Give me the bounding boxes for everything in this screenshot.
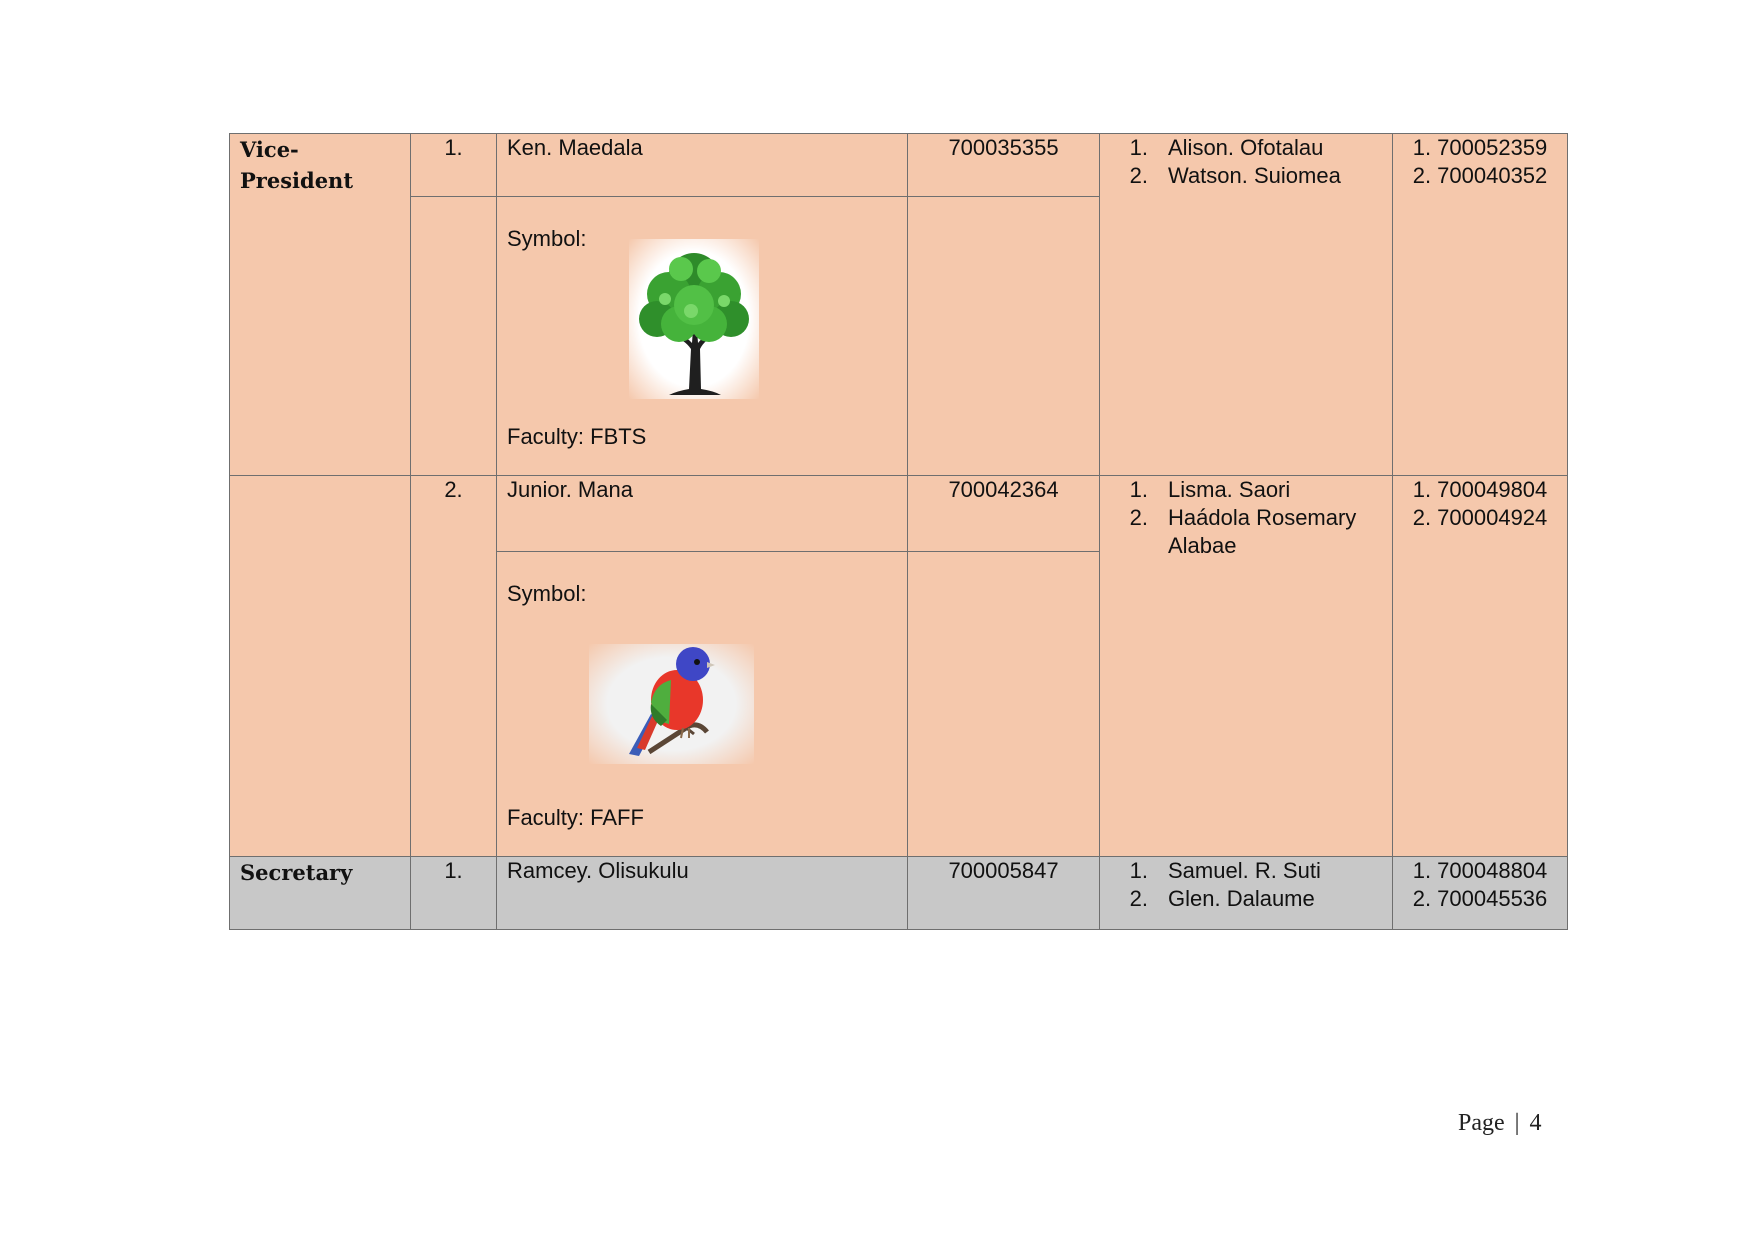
candidate-id: 700005847 — [908, 857, 1100, 930]
table-row — [230, 857, 1568, 930]
list-item: 2. Glen. Dalaume — [1110, 885, 1382, 913]
nominator-id: 1. 700052359 — [1412, 135, 1548, 160]
list-item: 2. Watson. Suiomea — [1110, 162, 1382, 190]
candidate-id: 700035355 — [908, 134, 1100, 197]
candidate-id: 700042364 — [908, 476, 1100, 552]
page-separator: | — [1514, 1110, 1520, 1136]
faculty-label: Faculty: FBTS — [507, 424, 647, 449]
candidate-name: Ramcey. Olisukulu — [497, 857, 908, 930]
candidate-name: Junior. Mana — [497, 476, 908, 552]
candidate-number: 1. — [411, 134, 497, 197]
nominator-name: Lisma. Saori — [1168, 477, 1291, 502]
table-row — [230, 476, 1568, 552]
nominator-ids-cell — [1393, 857, 1568, 930]
nominator-list — [1110, 857, 1382, 913]
nominator-name: Alison. Ofotalau — [1168, 135, 1324, 160]
empty-cell — [411, 197, 497, 476]
nominator-id: 2. 700040352 — [1412, 163, 1548, 188]
nominator-id: 2. 700045536 — [1412, 886, 1548, 911]
empty-cell — [908, 197, 1100, 476]
list-item: 1. Lisma. Saori — [1110, 476, 1382, 504]
symbol-label: Symbol: — [507, 581, 587, 606]
position-cell — [230, 134, 411, 476]
nominator-list — [1110, 134, 1382, 190]
page-footer — [1458, 1110, 1541, 1137]
nomination-table — [229, 133, 1568, 930]
nominators-cell — [1100, 857, 1393, 930]
bird-icon — [589, 644, 754, 764]
nominator-id: 1. 700049804 — [1412, 477, 1548, 502]
nominator-id-list — [1403, 857, 1557, 913]
page-label: Page — [1458, 1110, 1505, 1136]
table-row — [230, 134, 1568, 197]
position-label: Vice-President — [240, 137, 354, 193]
symbol-label: Symbol: — [507, 226, 587, 251]
symbol-cell — [497, 552, 908, 857]
list-item: 1. Alison. Ofotalau — [1110, 134, 1382, 162]
list-item: 2. Haádola Rosemary Alabae — [1110, 504, 1382, 560]
nominator-name: Watson. Suiomea — [1168, 163, 1341, 188]
faculty-label: Faculty: FAFF — [507, 805, 644, 830]
position-cell — [230, 857, 411, 930]
nominator-ids-cell — [1393, 476, 1568, 857]
tree-icon — [629, 239, 759, 399]
nominator-id: 1. 700048804 — [1412, 858, 1548, 883]
nominator-id: 2. 700004924 — [1412, 505, 1548, 530]
nominator-list — [1110, 476, 1382, 560]
nominators-cell — [1100, 476, 1393, 857]
list-item: 1. Samuel. R. Suti — [1110, 857, 1382, 885]
position-label: Secretary — [240, 860, 353, 885]
symbol-cell — [497, 197, 908, 476]
nominator-name: Haádola Rosemary Alabae — [1168, 505, 1357, 558]
candidate-number: 1. — [411, 857, 497, 930]
page-number: 4 — [1529, 1110, 1542, 1136]
empty-position-cell — [230, 476, 411, 857]
nominator-ids-cell — [1393, 134, 1568, 476]
candidate-number: 2. — [411, 476, 497, 857]
nominator-name: Samuel. R. Suti — [1168, 858, 1321, 883]
nominator-id-list — [1403, 134, 1557, 190]
candidate-name: Ken. Maedala — [497, 134, 908, 197]
empty-cell — [908, 552, 1100, 857]
nominator-id-list — [1403, 476, 1557, 532]
nominator-name: Glen. Dalaume — [1168, 886, 1315, 911]
nominators-cell — [1100, 134, 1393, 476]
